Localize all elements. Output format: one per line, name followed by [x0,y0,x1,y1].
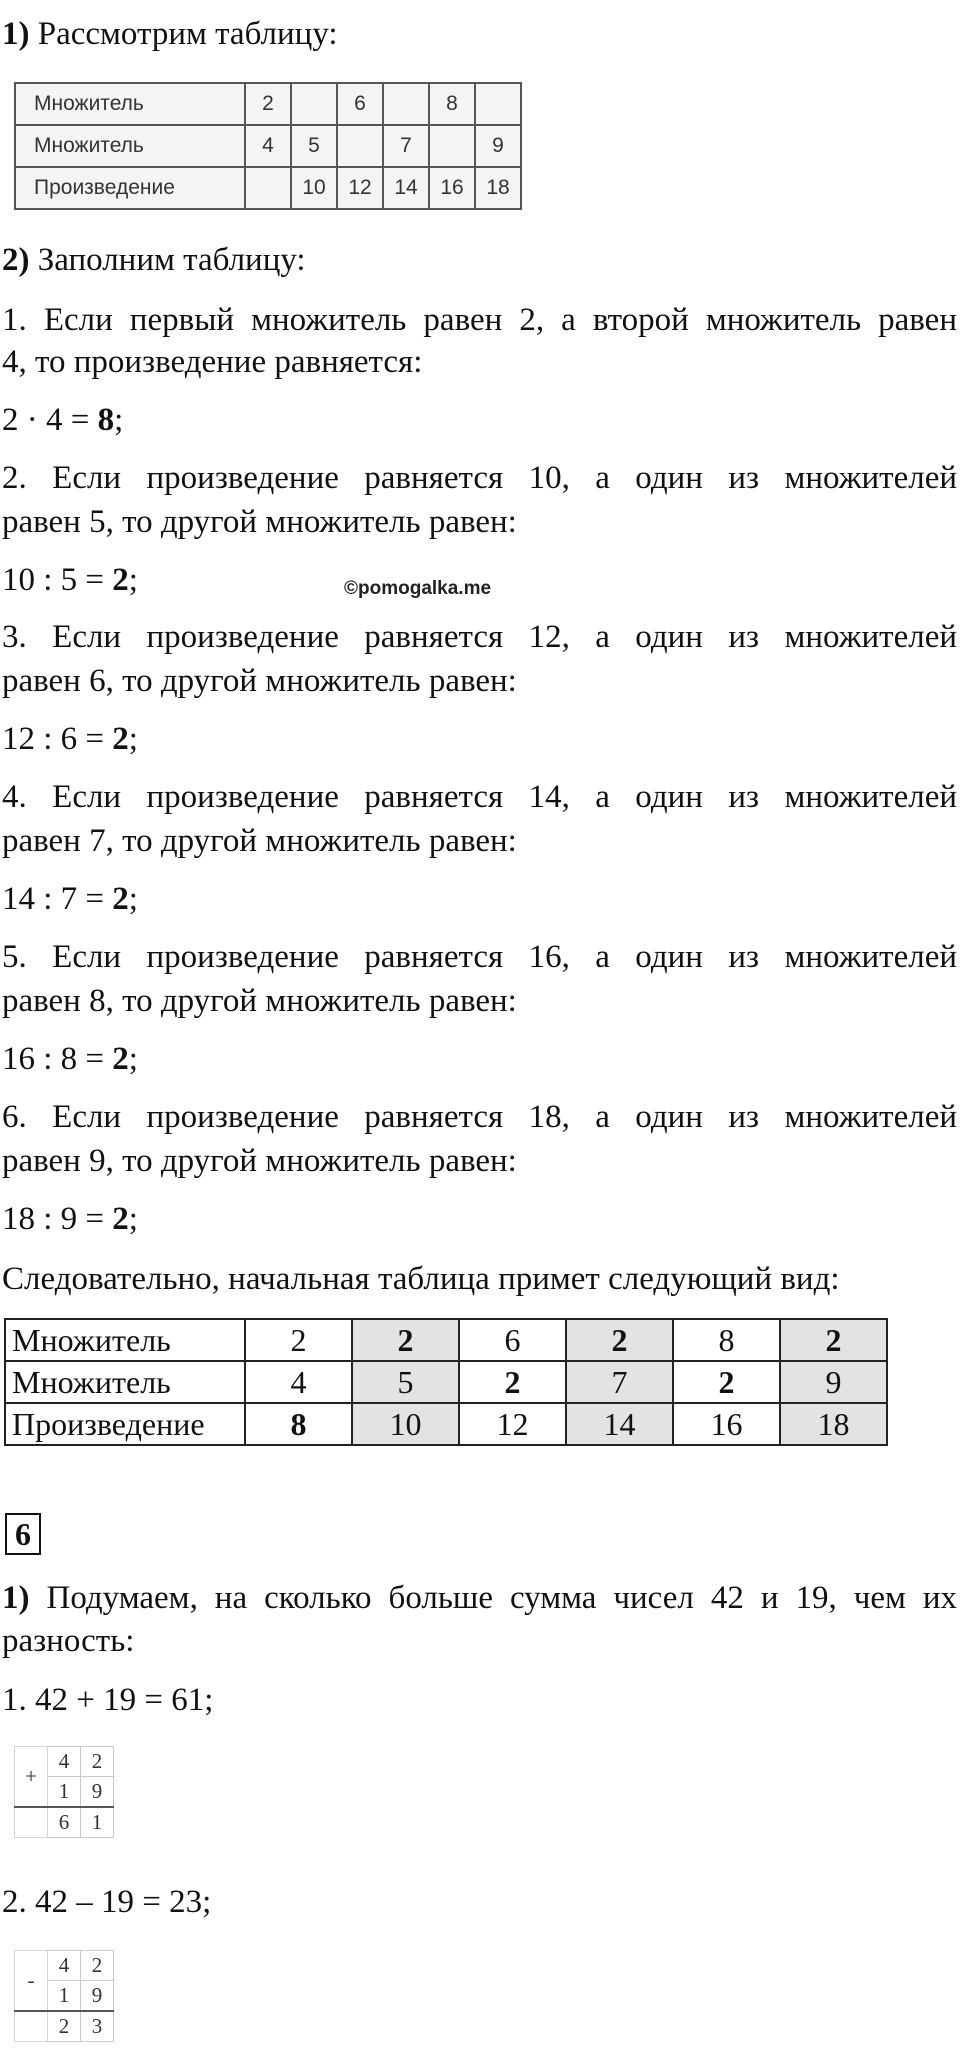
scan-cell: 5 [291,125,337,167]
plus-sign: + [15,1747,48,1808]
scan-row [15,125,521,167]
result-cell: 2 [780,1319,887,1361]
result-row [5,1361,887,1403]
task6-number: 1) [2,1580,30,1616]
calc-answer: 2 [112,562,129,598]
scan-cell: 18 [475,167,521,209]
result-label: Множитель [5,1319,245,1361]
result-cell: 18 [780,1403,887,1445]
digit: 9 [81,1777,114,1808]
digit: 6 [48,1807,81,1838]
minus-sign: - [15,1951,48,2012]
step-calc [2,1199,138,1239]
result-row [5,1319,887,1361]
step-line: 1. Если первый множитель равен 2, а второй множитель равен [2,302,957,338]
calc-row [15,1951,114,1981]
calc-expression: 14 : 7 = [2,881,113,917]
scan-row [15,167,521,209]
scan-cell: 16 [429,167,475,209]
digit: 3 [81,2011,114,2042]
scan-label: Произведение [15,167,245,209]
result-cell: 9 [780,1361,887,1403]
empty-cell [15,1807,48,1838]
calc-end: ; [128,1041,138,1077]
step-line: 4, то произведение равняется: [2,344,423,380]
step-calc [2,1039,138,1079]
step-calc [2,560,138,600]
scan-cell [383,83,429,125]
calc-expression: 10 : 5 = [2,562,113,598]
calc-result-row [15,2011,114,2042]
result-cell: 12 [459,1403,566,1445]
calc-end: ; [128,721,138,757]
result-cell: 7 [566,1361,673,1403]
calc-expression: 16 : 8 = [2,1041,113,1077]
step-line: равен 7, то другой множитель равен: [2,823,517,859]
calc-end: ; [128,562,138,598]
empty-cell [15,2011,48,2042]
calc-end: ; [128,1201,138,1237]
scan-cell: 10 [291,167,337,209]
scan-cell [245,167,291,209]
task6-line [2,1577,957,1619]
result-cell: 2 [352,1319,459,1361]
result-table [4,1318,888,1446]
result-cell: 2 [673,1361,780,1403]
calc-expression: 18 : 9 = [2,1201,113,1237]
calc-result-row [15,1807,114,1838]
digit: 4 [48,1951,81,1981]
step-line: равен 8, то другой множитель равен: [2,983,517,1019]
step-line: равен 9, то другой множитель равен: [2,1143,517,1179]
step-calc [2,719,138,759]
calc-answer: 2 [112,1201,129,1237]
calc-answer: 2 [112,721,129,757]
digit: 1 [48,1777,81,1808]
scan-label: Множитель [15,125,245,167]
result-cell: 4 [245,1361,352,1403]
column-subtraction [14,1950,114,2042]
watermark: ©pomogalka.me [344,578,492,599]
scan-cell: 4 [245,125,291,167]
section-1-heading [2,14,338,54]
result-cell: 14 [566,1403,673,1445]
result-cell: 2 [566,1319,673,1361]
step-line: 2. Если произведение равняется 10, а один из множителей [2,460,957,496]
digit: 2 [81,1747,114,1777]
result-cell: 2 [459,1361,566,1403]
digit: 2 [81,1951,114,1981]
scan-cell [475,83,521,125]
digit: 4 [48,1747,81,1777]
step-line: равен 5, то другой множитель равен: [2,504,517,540]
result-cell: 16 [673,1403,780,1445]
section-2-number: 2) [2,242,30,278]
scan-cell: 8 [429,83,475,125]
conclusion-text: Следовательно, начальная таблица примет следующий вид: [2,1261,840,1297]
result-cell: 5 [352,1361,459,1403]
scan-label: Множитель [15,83,245,125]
result-label: Произведение [5,1403,245,1445]
calc-expression: 2 · 4 = [2,402,98,438]
scan-row [15,83,521,125]
result-label: Множитель [5,1361,245,1403]
calc-end: ; [128,881,138,917]
task-number-box: 6 [5,1513,41,1555]
section-1-number: 1) [2,16,30,52]
step-line: 3. Если произведение равняется 12, а один из множителей [2,619,957,655]
step-line: 6. Если произведение равняется 18, а один из множителей [2,1099,957,1135]
digit: 9 [81,1981,114,2012]
scan-cell: 14 [383,167,429,209]
scan-cell: 6 [337,83,383,125]
calc-answer: 2 [112,1041,129,1077]
scan-cell [429,125,475,167]
result-cell: 6 [459,1319,566,1361]
task6-step: 2. 42 – 19 = 23; [2,1884,212,1920]
calc-answer: 8 [97,402,115,438]
result-cell: 10 [352,1403,459,1445]
scan-cell [337,125,383,167]
digit: 2 [48,2011,81,2042]
step-calc [2,400,123,440]
calc-expression: 12 : 6 = [2,721,113,757]
step-line: 5. Если произведение равняется 16, а один из множителей [2,939,957,975]
section-2-text: Заполним таблицу: [37,242,306,278]
result-cell: 8 [673,1319,780,1361]
task6-step: 1. 42 + 19 = 61; [2,1682,214,1718]
step-line: равен 6, то другой множитель равен: [2,663,517,699]
digit: 1 [48,1981,81,2012]
step-calc [2,879,138,919]
calc-end: ; [114,402,124,438]
calc-row [15,1747,114,1777]
section-2-heading [2,240,306,280]
scan-cell: 7 [383,125,429,167]
result-cell: 8 [245,1403,352,1445]
digit: 1 [81,1807,114,1838]
step-line: 4. Если произведение равняется 14, а один из множителей [2,779,957,815]
scan-cell: 9 [475,125,521,167]
task6-line: разность: [2,1623,135,1659]
scan-cell [291,83,337,125]
column-addition [14,1746,114,1838]
scanned-table [14,82,522,210]
calc-answer: 2 [112,881,129,917]
task6-text: Подумаем, на сколько больше сумма чисел 42 и 19, чем их [46,1580,957,1616]
result-row [5,1403,887,1445]
section-1-text: Рассмотрим таблицу: [37,16,338,52]
result-cell: 2 [245,1319,352,1361]
scan-cell: 12 [337,167,383,209]
scan-cell: 2 [245,83,291,125]
